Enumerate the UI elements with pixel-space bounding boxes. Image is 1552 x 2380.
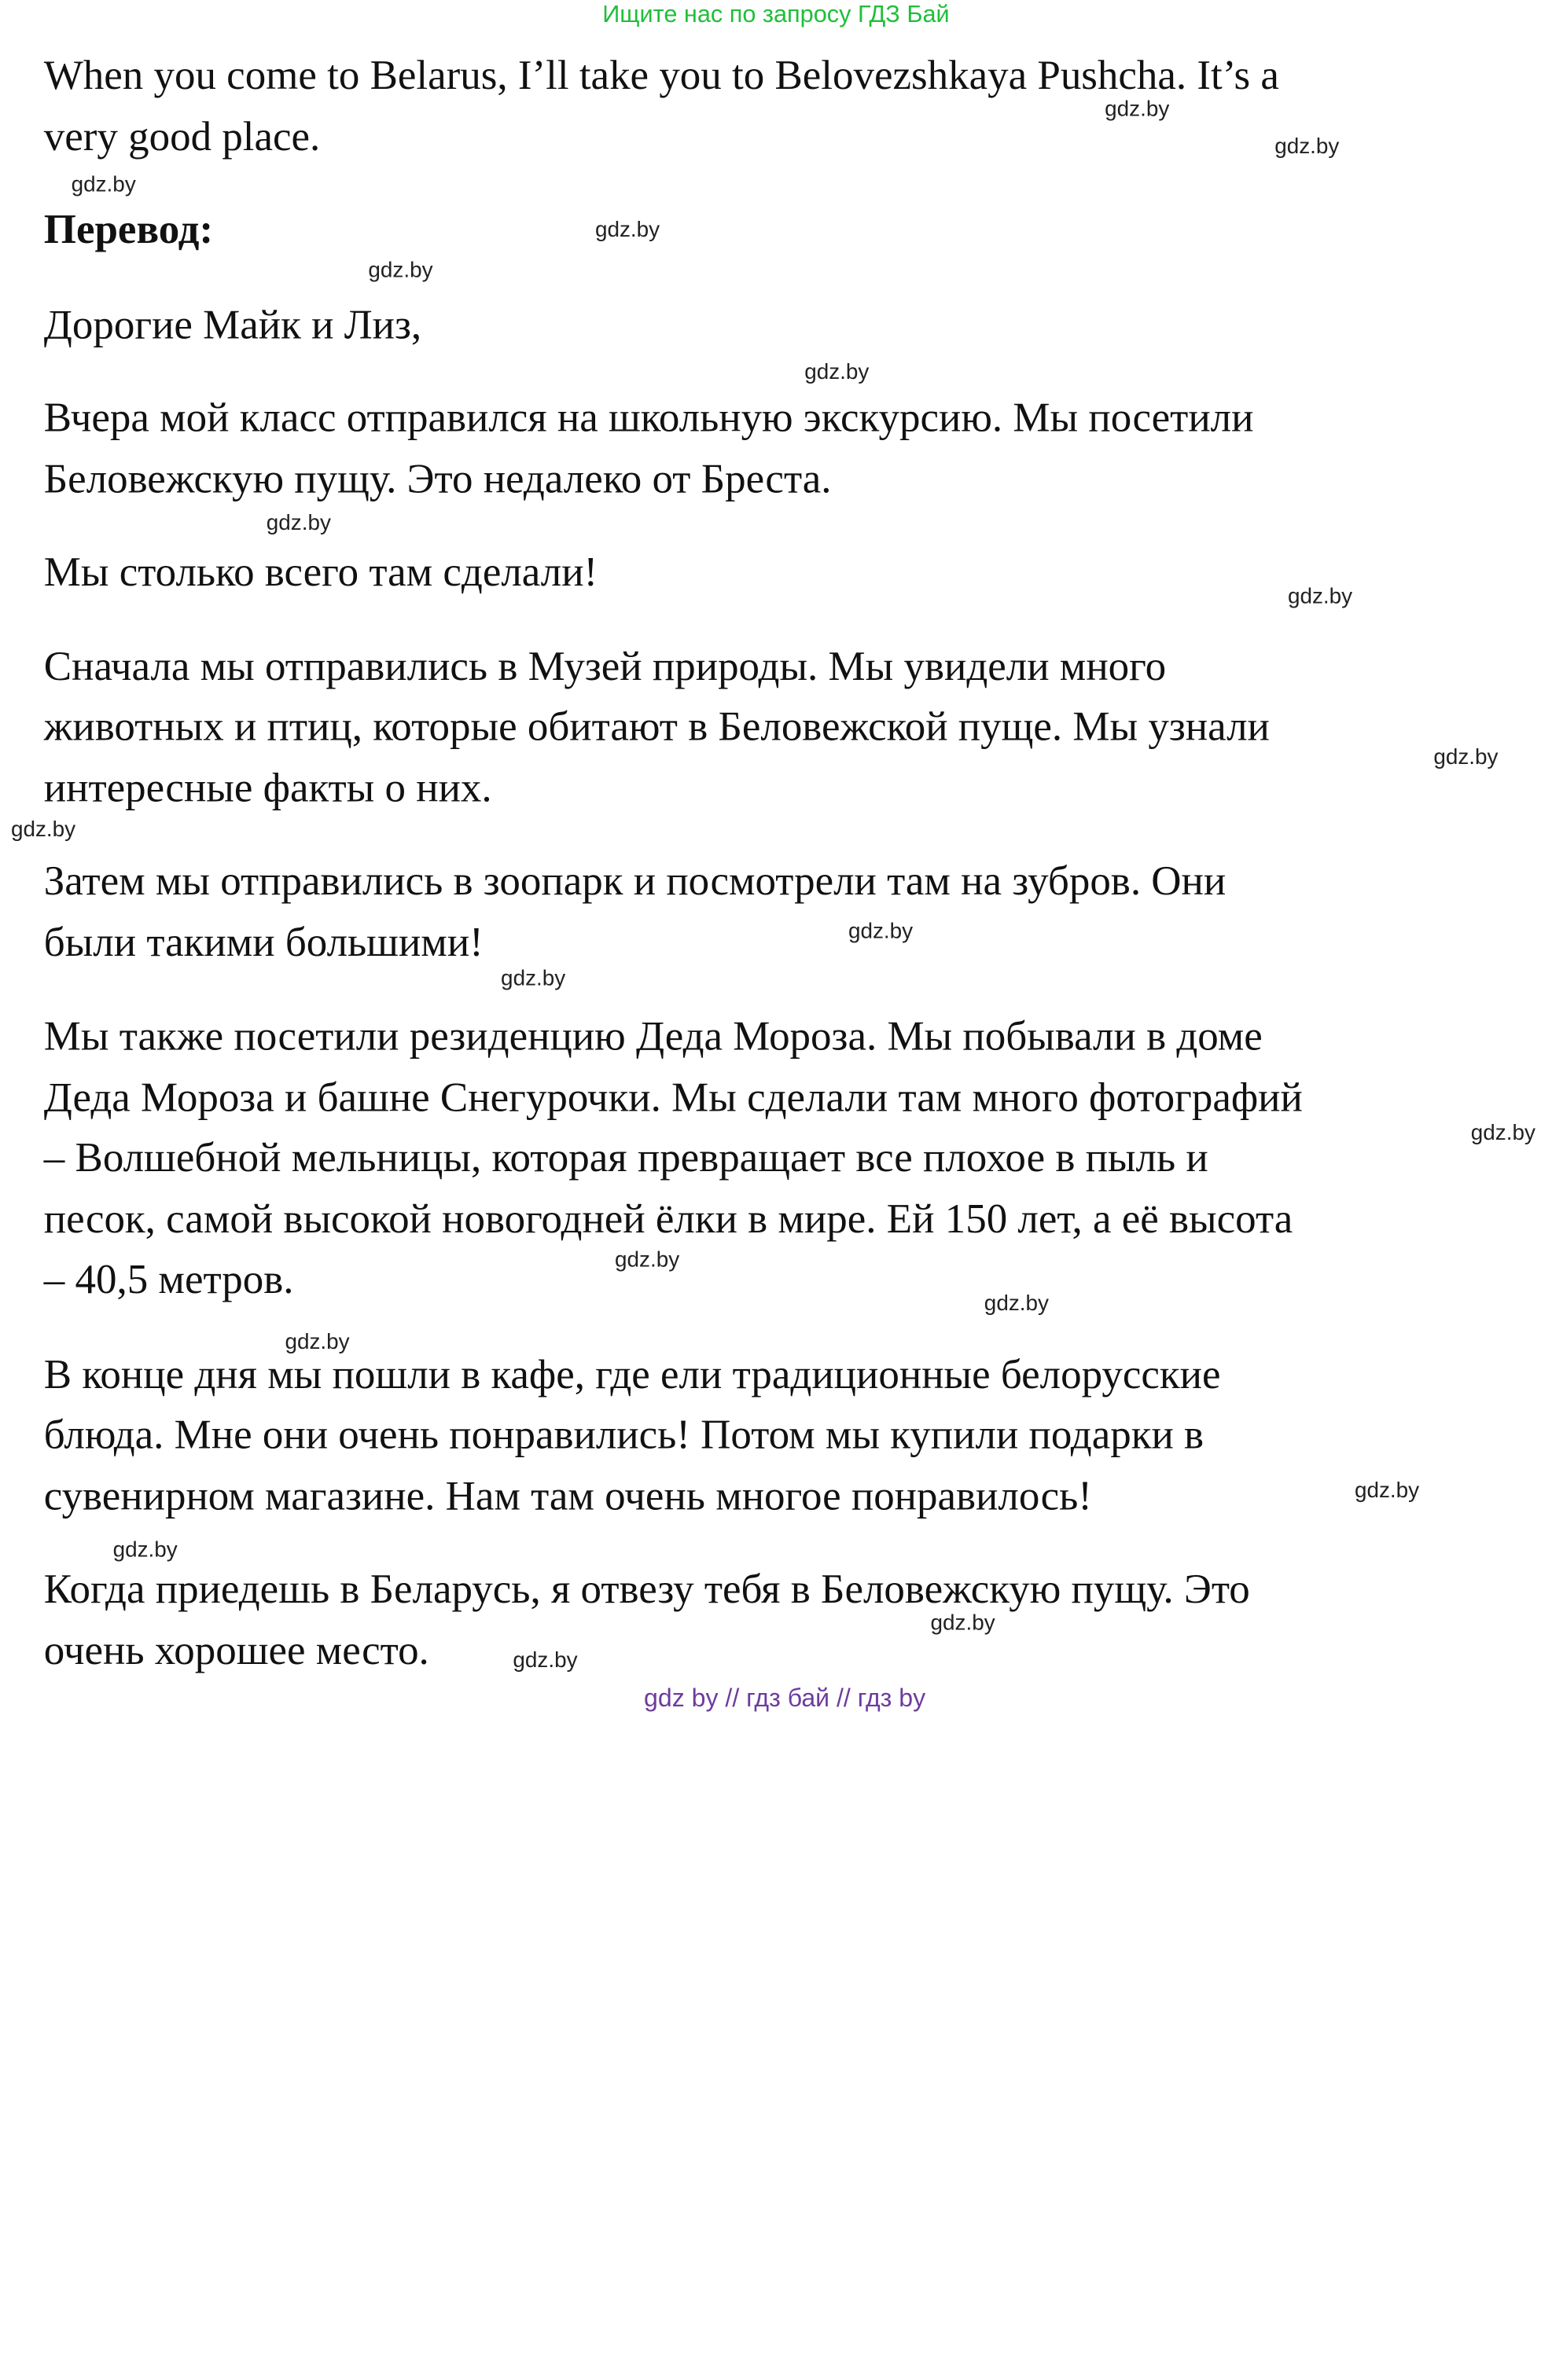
watermark: gdz.by <box>804 360 870 384</box>
translation-line: животных и птиц, которые обитают в Беловежской пуще. Мы узнали <box>43 703 1270 750</box>
english-line-1: When you come to Belarus, I’ll take you to Belovezshkaya Pushcha. It’s a <box>43 52 1279 99</box>
watermark: gdz.by <box>71 173 136 197</box>
watermark: gdz.by <box>285 1330 350 1354</box>
watermark: gdz.by <box>1470 1121 1535 1145</box>
watermark: gdz.by <box>848 919 914 944</box>
translation-line: – Волшебной мельницы, которая превращает все плохое в пыль и <box>43 1135 1208 1181</box>
translation-line: Вчера мой класс отправился на школьную экскурсию. Мы посетили <box>43 395 1254 442</box>
translation-line: очень хорошее место. <box>43 1627 429 1674</box>
header-banner: Ищите нас по запросу ГДЗ Бай <box>602 0 950 28</box>
translation-line: Мы также посетили резиденцию Деда Мороза. Мы побывали в доме <box>43 1013 1263 1060</box>
watermark: gdz.by <box>1274 134 1340 159</box>
watermark: gdz.by <box>594 218 660 242</box>
translation-line: Дорогие Майк и Лиз, <box>43 302 422 348</box>
watermark: gdz.by <box>266 511 331 536</box>
watermark: gdz.by <box>513 1648 578 1673</box>
watermark: gdz.by <box>112 1537 178 1563</box>
watermark: gdz.by <box>1287 584 1353 609</box>
translation-line: блюда. Мне они очень понравились! Потом мы купили подарки в <box>43 1412 1204 1459</box>
translation-line: Мы столько всего там сделали! <box>43 549 598 596</box>
footer-banner: gdz by // гдз бай // гдз by <box>644 1683 926 1713</box>
translation-line: – 40,5 метров. <box>43 1256 294 1303</box>
english-line-2: very good place. <box>43 113 321 160</box>
translation-line: Сначала мы отправились в Музей природы. Мы увидели много <box>43 643 1167 690</box>
watermark: gdz.by <box>984 1291 1049 1317</box>
translation-heading: Перевод: <box>43 207 214 253</box>
translation-line: Когда приедешь в Беларусь, я отвезу тебя в Беловежскую пущу. Это <box>43 1566 1250 1613</box>
translation-line: песок, самой высокой новогодней ёлки в мире. Ей 150 лет, а её высота <box>43 1196 1293 1243</box>
watermark: gdz.by <box>501 966 566 991</box>
watermark: gdz.by <box>368 258 433 283</box>
translation-line: сувенирном магазине. Нам там очень многое понравилось! <box>43 1473 1092 1520</box>
translation-line: были такими большими! <box>43 919 484 966</box>
watermark: gdz.by <box>1433 745 1499 770</box>
watermark: gdz.by <box>930 1611 995 1636</box>
translation-line: Беловежскую пущу. Это недалеко от Бреста. <box>43 456 832 503</box>
translation-line: В конце дня мы пошли в кафе, где ели традиционные белорусские <box>43 1351 1221 1398</box>
translation-line: Деда Мороза и башне Снегурочки. Мы сделали там много фотографий <box>43 1074 1303 1122</box>
watermark: gdz.by <box>1105 97 1170 122</box>
watermark: gdz.by <box>1354 1478 1420 1504</box>
translation-line: Затем мы отправились в зоопарк и посмотрели там на зубров. Они <box>43 858 1227 905</box>
watermark: gdz.by <box>10 817 76 842</box>
watermark: gdz.by <box>615 1247 680 1273</box>
translation-line: интересные факты о них. <box>43 765 492 811</box>
